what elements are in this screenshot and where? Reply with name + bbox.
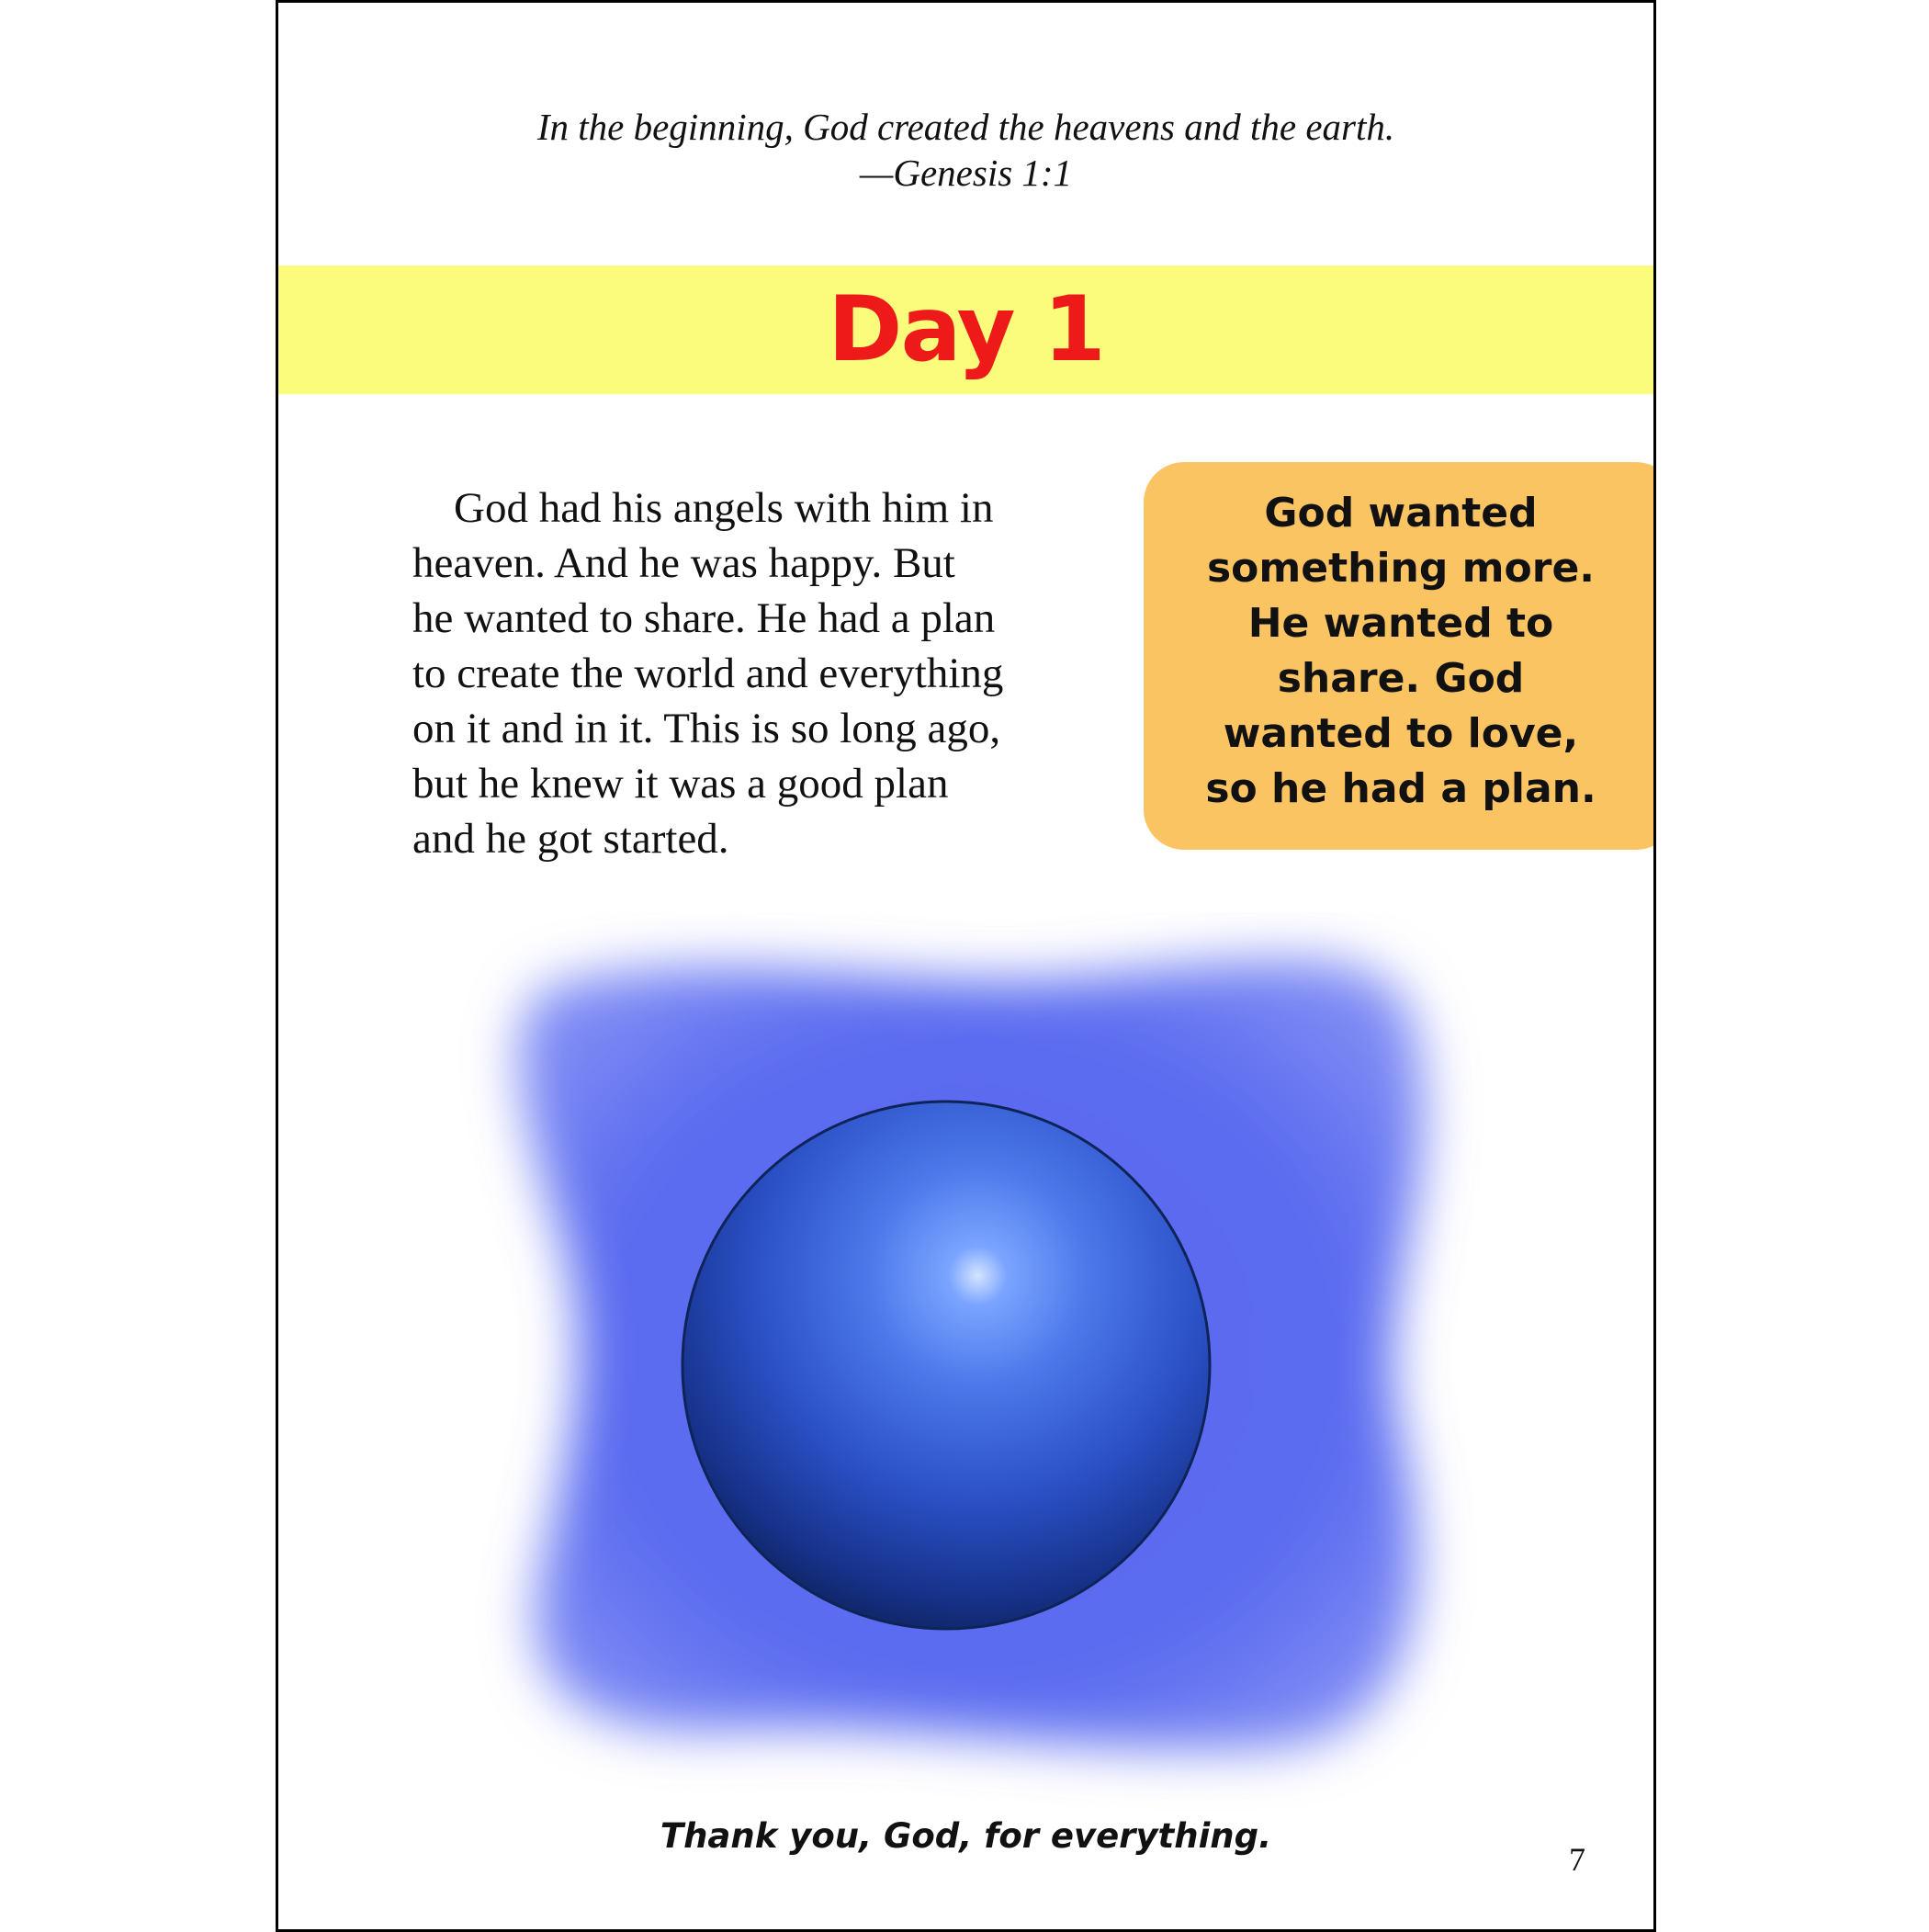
story-line: he wanted to share. He had a plan	[412, 594, 996, 642]
callout-line: so he had a plan.	[1205, 765, 1596, 812]
callout-line: God wanted	[1264, 490, 1538, 537]
story-line: heaven. And he was happy. But	[412, 539, 955, 587]
callout-text	[1144, 486, 1656, 817]
story-line: and he got started.	[412, 815, 729, 863]
scripture-reference: —Genesis 1:1	[859, 152, 1073, 194]
scripture-text: In the beginning, God created the heavens and the earth.	[536, 106, 1395, 148]
story-line: God had his angels with him in	[454, 484, 994, 532]
title-banner	[278, 266, 1653, 394]
story-line: but he knew it was a good plan	[412, 760, 949, 808]
callout-box	[1144, 462, 1656, 850]
callout-line: something more.	[1206, 545, 1596, 592]
callout-line: He wanted to	[1247, 600, 1554, 647]
page-title: Day 1	[828, 277, 1104, 382]
callout-line: wanted to love,	[1223, 710, 1579, 757]
callout-line: share. God	[1277, 655, 1525, 702]
story-paragraph	[412, 480, 1055, 866]
earth-sphere-illustration	[444, 912, 1546, 1813]
scripture-quote	[278, 104, 1653, 196]
story-line: to create the world and everything	[412, 650, 1004, 697]
page-caption: Thank you, God, for everything.	[660, 1816, 1272, 1856]
page-number: 7	[1569, 1841, 1585, 1878]
book-page	[276, 0, 1656, 1932]
story-line: on it and in it. This is so long ago,	[412, 705, 1001, 752]
earth-sphere	[682, 1102, 1210, 1629]
